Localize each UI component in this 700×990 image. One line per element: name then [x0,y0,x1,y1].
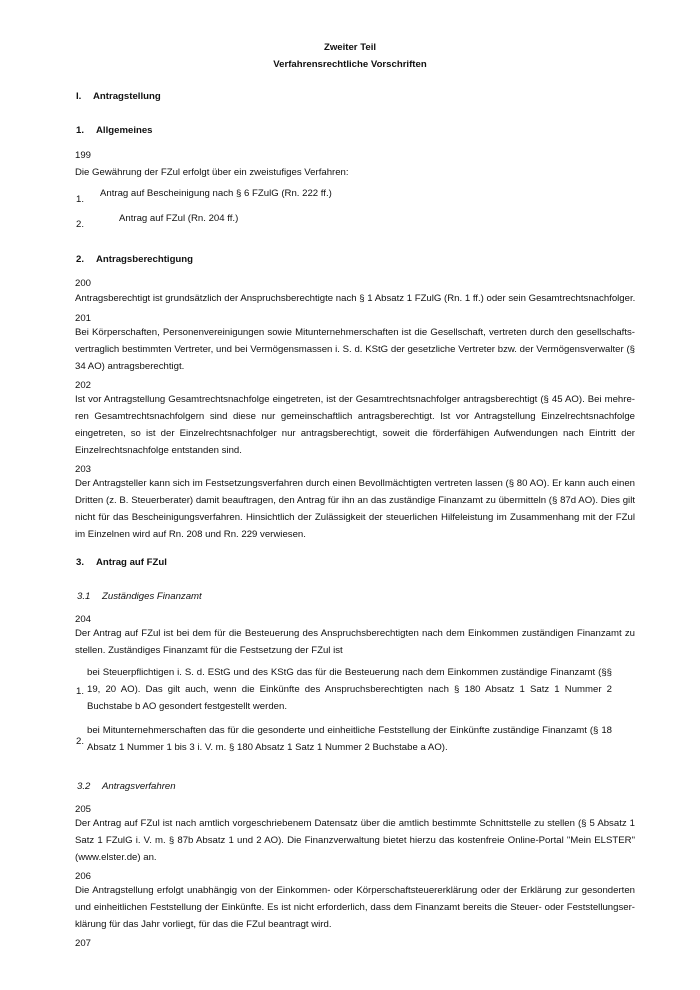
margin-number-205: 205 [75,804,92,815]
margin-number-199: 199 [75,150,92,161]
margin-number-201: 201 [75,313,92,324]
paragraph-199: Die Gewährung der FZul erfolgt über ein zweistufiges Verfahren: [75,167,349,178]
margin-number-207: 207 [75,938,92,949]
paragraph-200: Antragsberechtigt ist grundsätzlich der Anspruchsberechtigte nach § 1 Absatz 1 FZulG (Rn. 1 ff.) oder sein Gesamtrechtsnachfolger. [75,293,636,304]
list-item-text: Antrag auf Bescheinigung nach § 6 FZulG (Rn. 222 ff.) [100,188,332,199]
paragraph-205: Der Antrag auf FZul ist nach amtlich vorgeschriebenem Datensatz über die amtlich bestimmte Schnittstelle zu stellen (§ 5 Absatz 1 Satz 1 FZulG i. V. m. § 87b Absatz 1 und 2 AO). Die Finanzverwaltung bietet hierzu das kostenfreie Online-Portal "Mein ELSTER" (www.elster.de) an. [75,818,635,863]
margin-number-200: 200 [75,278,92,289]
list-item-text: bei Steuerpflichtigen i. S. d. EStG und des KStG das für die Besteuerung nach dem Einkommen zuständige Finanzamt (§§ 19, 20 AO). Das gilt auch, wenn die Einkünfte des Anspruchsberechtigten nach § 180 Absatz 1 Satz 1 Nummer 2 Buchstabe b AO gesondert festgestellt werden. [87,667,612,712]
subsection-label: Zuständiges Finanzamt [102,591,202,602]
margin-number-202: 202 [75,380,92,391]
list-item-number: 2. [76,736,85,747]
section-heading-antragsberechtigung [76,254,193,265]
list-item-number: 1. [76,194,85,205]
paragraph-203: Der Antragsteller kann sich im Festsetzungsverfahren durch einen Bevollmächtigten vertreten lassen (§ 80 AO). Er kann auch einen Dritten (z. B. Steuerberater) damit beauftragen, den Antrag für ihn an das zuständige Finanzamt zu übermitteln (§ 87d AO). Dies gilt nicht für das Bescheinigungsverfahren. Hinsichtlich der Zulässigkeit der steuerlichen Hilfeleistung im Zusammenhang mit der FZul im Einzelnen wird auf Rn. 208 und Rn. 229 verwiesen. [75,478,635,540]
section-heading-allgemeines [76,125,153,136]
list-item-number: 1. [76,686,85,697]
section-label: Antragstellung [93,91,161,102]
section-number: I. [76,91,82,102]
paragraph-201: Bei Körperschaften, Personenvereinigungen sowie Mitunternehmerschaften ist die Gesellschaft, vertreten durch den gesellschaftsvertraglich bestimmten Vertreter, und bei Vermögensmassen i. S. d. KStG der gesetzliche Vertreter bzw. der Vermögensverwalter (§ 34 AO) antragsberechtigt. [75,327,635,372]
part-title: Zweiter Teil [323,42,377,53]
subsection-label: Antragsverfahren [102,781,176,792]
subsection-heading-zustaendiges-finanzamt [77,591,202,602]
paragraph-202: Ist vor Antragstellung Gesamtrechtsnachfolge eingetreten, ist der Gesamtrechtsnachfolger antragsberechtigt (§ 45 AO). Bei mehreren Gesamtrechtsnachfolgern sind diese nur gemeinschaftlich antragsberechtigt. Ist vor Antragstellung Einzelrechtsnachfolge eingetreten, so ist der Einzelrechtsnachfolger nur antragsberechtigt, soweit die förderfähigen Aufwendungen nach Eintritt der Einzelrechtsnachfolge entstanden sind. [75,394,635,456]
paragraph-204: Der Antrag auf FZul ist bei dem für die Besteuerung des Anspruchsberechtigten nach dem Einkommen zuständigen Finanzamt zu stellen. Zuständiges Finanzamt für die Festsetzung der FZul ist [75,628,635,656]
section-number: 2. [76,254,85,265]
section-label: Antragsberechtigung [96,254,194,265]
subsection-heading-antragsverfahren [77,781,176,792]
list-item-text: bei Mitunternehmerschaften das für die gesonderte und einheitliche Feststellung der Einkünfte zuständige Finanzamt (§ 18 Absatz 1 Nummer 1 bis 3 i. V. m. § 180 Absatz 1 Satz 1 Nummer 2 Buchstabe a AO). [87,725,612,753]
part-subtitle: Verfahrensrechtliche Vorschriften [273,59,427,70]
margin-number-204: 204 [75,614,92,625]
section-number: 3. [76,557,85,568]
section-label: Antrag auf FZul [96,557,167,568]
margin-number-203: 203 [75,464,92,475]
subsection-number: 3.2 [77,781,91,792]
section-heading-antragstellung [76,91,161,102]
paragraph-206: Die Antragstellung erfolgt unabhängig von der Einkommen- oder Körperschaftsteuererklärung oder der Erklärung zur gesonderten und einheitlichen Feststellung der Einkünfte. Es ist nicht erforderlich, dass dem Finanzamt bereits die Steuer- oder Feststellungserklärung für das Jahr vorliegt, für das die FZul beantragt wird. [75,885,635,930]
subsection-number: 3.1 [77,591,91,602]
list-item-text: Antrag auf FZul (Rn. 204 ff.) [119,213,239,224]
list-item-number: 2. [76,219,85,230]
section-number: 1. [76,125,85,136]
section-label: Allgemeines [96,125,153,136]
section-heading-antrag-auf-fzul [76,557,167,568]
margin-number-206: 206 [75,871,92,882]
